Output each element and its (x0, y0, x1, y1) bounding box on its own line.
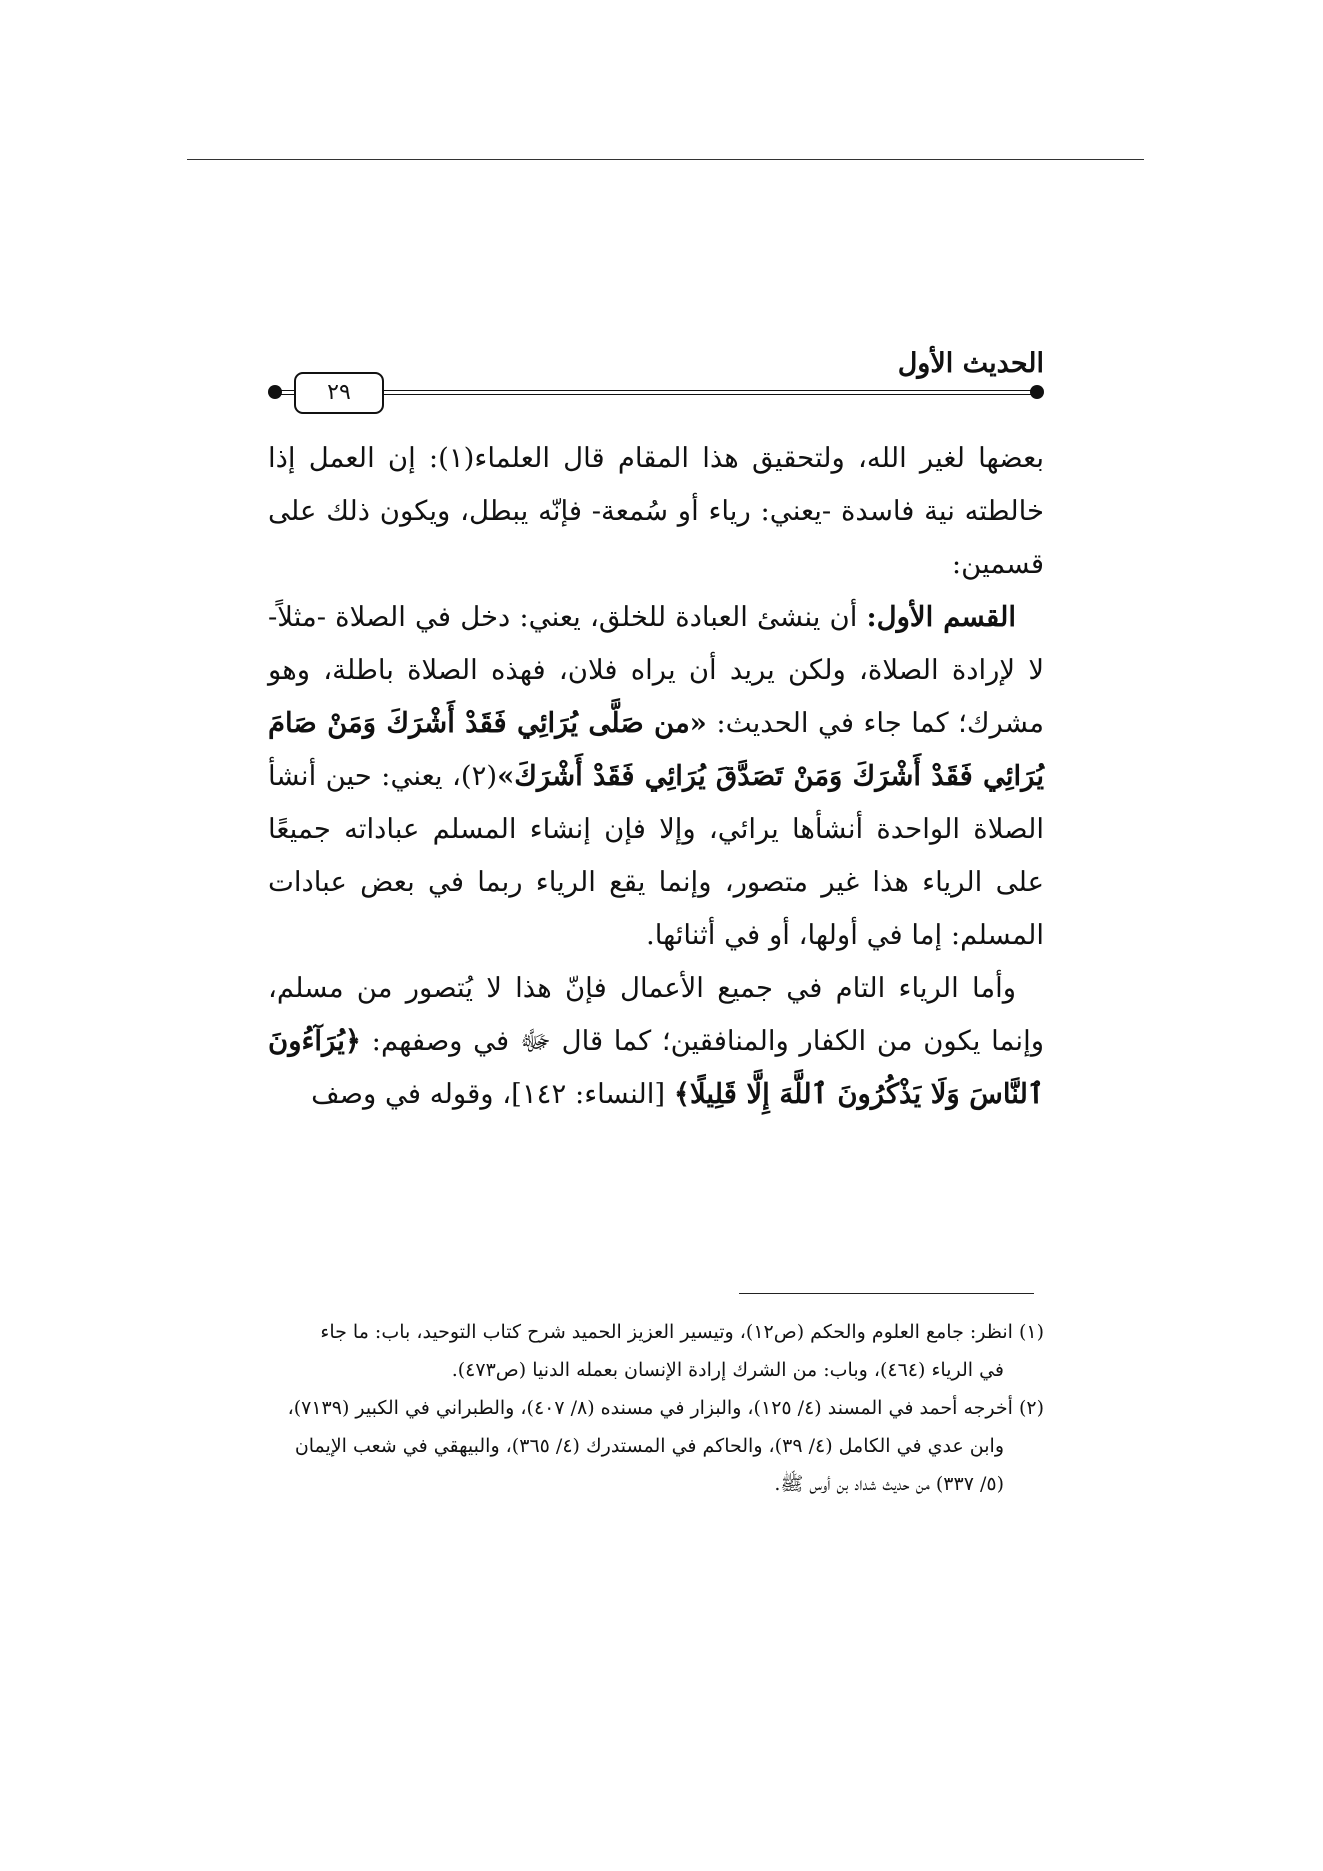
ornament-dot-left (268, 385, 282, 399)
footnote-1-line-1: (١) انظر: جامع العلوم والحكم (ص١٢)، وتيسير العزيز الحميد شرح كتاب التوحيد، باب: ما جاء (320, 1321, 1044, 1343)
footnote-2-line-3: (٥/ ٣٣٧) من حديث شداد بن أوس ﷺ. (774, 1473, 1004, 1495)
header-rule (278, 390, 1034, 395)
paragraph-3-text-a: وأما الرياء التام في جميع الأعمال فإنّ هذا لا يُتصور من مسلم، وإنما يكون من الكفار والمنافقين؛ كما قال ﷻ في وصفهم: (268, 972, 1044, 1057)
quran-verse: ﴿يُرَآءُونَ ٱلنَّاسَ وَلَا يَذْكُرُونَ ٱللَّهَ إِلَّا قَلِيلًا﴾ (268, 1025, 1044, 1110)
footnote-1-line-2: في الرياء (٤٦٤)، وباب: من الشرك إرادة الإنسان بعمله الدنيا (ص٤٧٣). (451, 1359, 1004, 1381)
paragraph-2-text-a: أن ينشئ العبادة للخلق، يعني: دخل في الصلاة -مثلاً- لا لإرادة الصلاة، ولكن يريد أن يراه فلان، فهذه الصلاة باطلة، وهو مشرك؛ كما جاء في الحديث: (268, 601, 1044, 739)
paragraph-2 (268, 591, 1044, 962)
chapter-title: الحديث الأول (897, 348, 1044, 379)
section-heading: القسم الأول: (866, 601, 1016, 633)
paragraph-1: بعضها لغير الله، ولتحقيق هذا المقام قال العلماء(١): إن العمل إذا خالطته نية فاسدة -يعني: رياء أو سُمعة- فإنّه يبطل، ويكون ذلك على قسمين: (268, 442, 1045, 580)
hadith-quote: «من صَلَّى يُرَائِي فَقَدْ أَشْرَكَ وَمَنْ صَامَ يُرَائِي فَقَدْ أَشْرَكَ وَمَنْ تَصَدَّقَ يُرَائِي فَقَدْ أَشْرَكَ» (268, 707, 1044, 792)
paragraph-3 (268, 962, 1044, 1121)
paragraph-2-text-b: (٢)، يعني: حين أنشأ الصلاة الواحدة أنشأها يرائي، وإلا فإن إنشاء المسلم عباداته جميعًا على الرياء هذا غير متصور، وإنما يقع الرياء ربما في بعض عبادات المسلم: إما في أولها، أو في أثنائها. (268, 760, 1044, 951)
page-header (268, 348, 1044, 420)
footnote-2-line-1: (٢) أخرجه أحمد في المسند (٤/ ١٢٥)، والبزار في مسنده (٨/ ٤٠٧)، والطبراني في الكبير (٧١٣٩)، (287, 1397, 1044, 1419)
ornament-dot-right (1030, 385, 1044, 399)
main-text (268, 432, 1044, 1121)
footnote-divider (739, 1293, 1034, 1294)
footnotes (268, 1313, 1044, 1503)
page-number: ٢٩ (294, 372, 384, 414)
top-divider (187, 159, 1144, 160)
footnote-2-line-2: وابن عدي في الكامل (٤/ ٣٩)، والحاكم في المستدرك (٤/ ٣٦٥)، والبيهقي في شعب الإيمان (294, 1435, 1004, 1457)
paragraph-3-text-b: [النساء: ١٤٢]، وقوله في وصف (311, 1078, 674, 1110)
